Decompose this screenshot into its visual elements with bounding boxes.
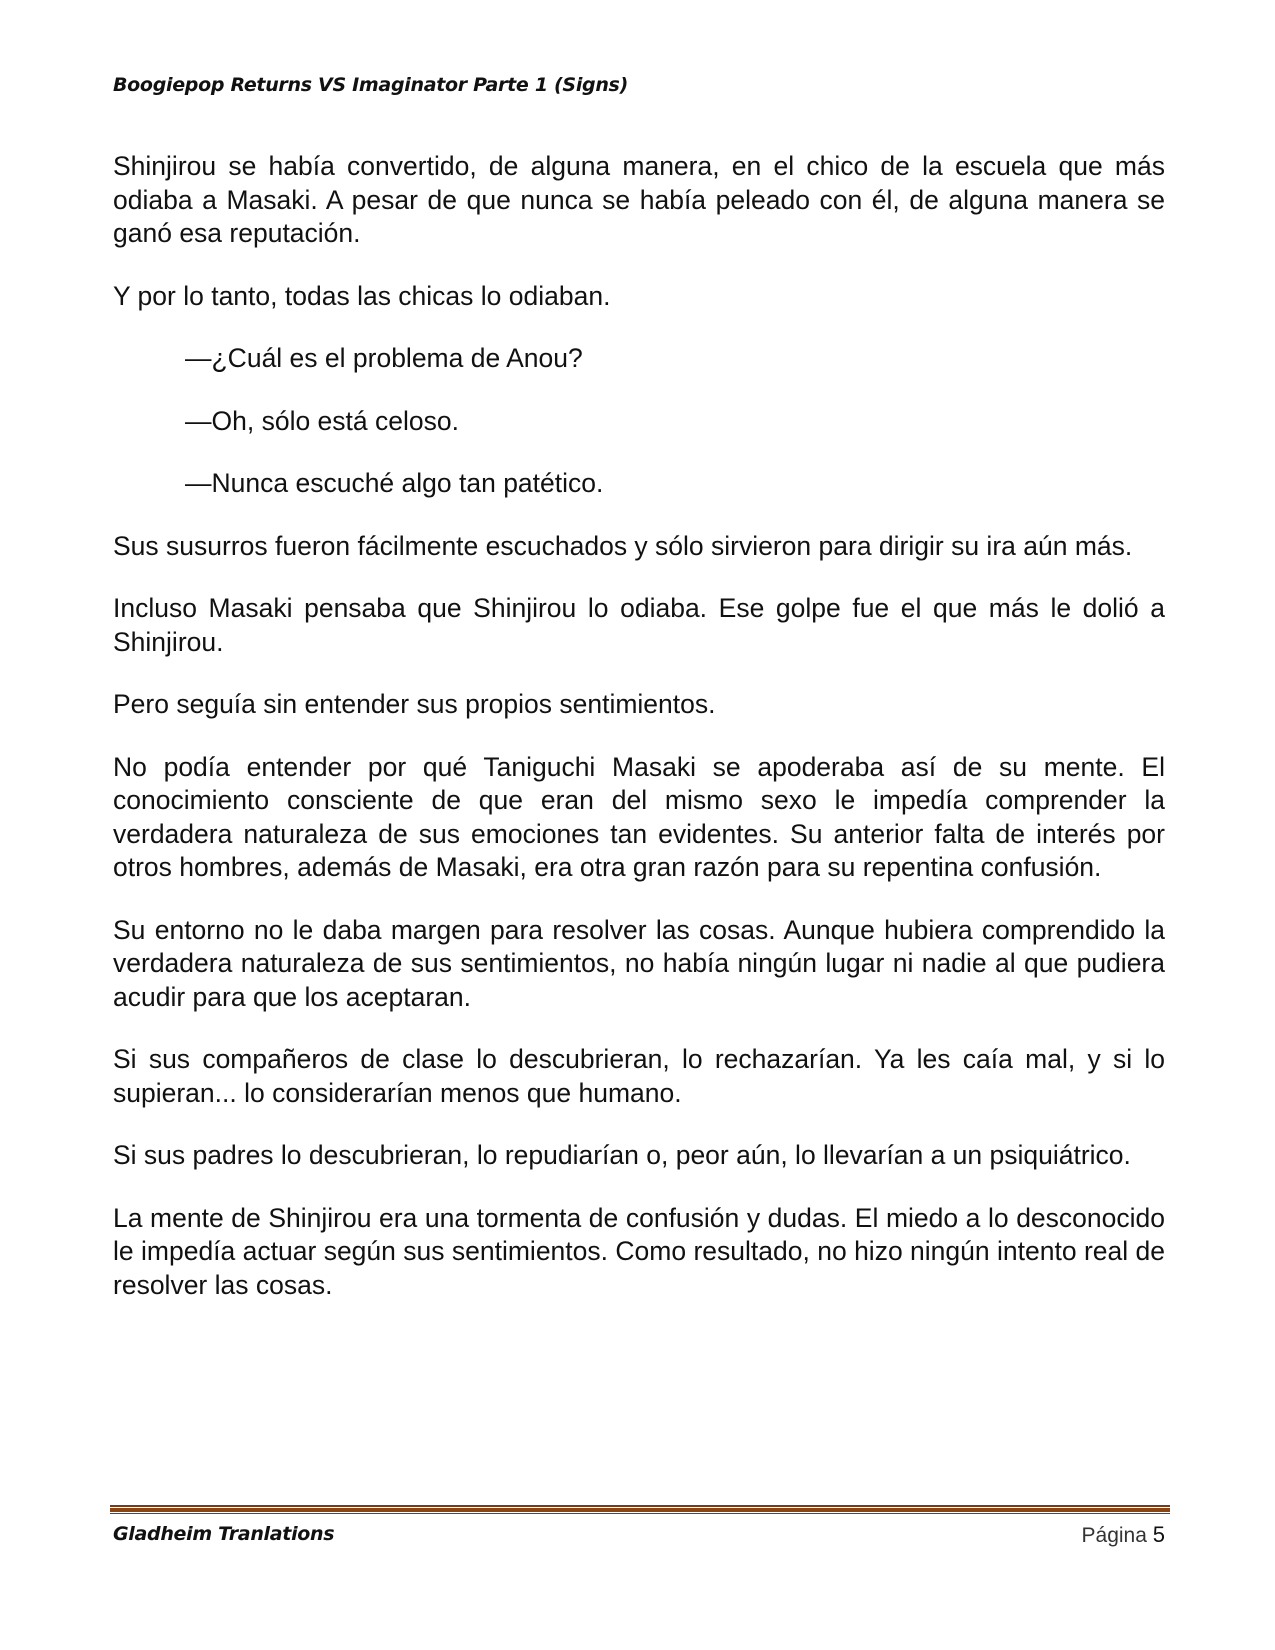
paragraph: La mente de Shinjirou era una tormenta de confusión y dudas. El miedo a lo desconocido le impedía actuar según sus sentimientos. Como resultado, no hizo ningún intento real de resolver las cosas.	[113, 1202, 1165, 1300]
dialogue-line: —Nunca escuché algo tan patético.	[185, 468, 604, 498]
paragraph: Pero seguía sin entender sus propios sentimientos.	[113, 689, 716, 719]
running-header: Boogiepop Returns VS Imaginator Parte 1 (Signs)	[113, 74, 628, 96]
paragraph: Su entorno no le daba margen para resolver las cosas. Aunque hubiera comprendido la verdadera naturaleza de sus sentimientos, no había ningún lugar ni nadie al que pudiera acudir para que los aceptaran.	[113, 914, 1165, 1012]
paragraph: Sus susurros fueron fácilmente escuchados y sólo sirvieron para dirigir su ira aún más.	[113, 530, 1133, 561]
paragraph: Si sus padres lo descubrieran, lo repudiarían o, peor aún, lo llevarían a un psiquiátrico.	[113, 1140, 1131, 1170]
footer-translator: Gladheim Tranlations	[113, 1523, 335, 1545]
paragraph: No podía entender por qué Taniguchi Masaki se apoderaba así de su mente. El conocimiento consciente de que eran del mismo sexo le impedía comprender la verdadera naturaleza de sus emociones tan evidentes. Su anterior falta de interés por otros hombres, además de Masaki, era otra gran razón para su repentina confusión.	[113, 751, 1165, 882]
paragraph: Y por lo tanto, todas las chicas lo odiaban.	[113, 280, 611, 311]
body-text	[113, 150, 1165, 1331]
paragraph: Incluso Masaki pensaba que Shinjirou lo odiaba. Ese golpe fue el que más le dolió a Shinjirou.	[113, 593, 1165, 657]
page-label: Página	[1081, 1524, 1147, 1547]
footer-divider-top-line	[110, 1505, 1170, 1507]
paragraph: Shinjirou se había convertido, de alguna manera, en el chico de la escuela que más odiaba a Masaki. A pesar de que nunca se había peleado con él, de alguna manera se ganó esa reputación.	[113, 151, 1165, 248]
dialogue-line: —Oh, sólo está celoso.	[185, 405, 459, 436]
footer-divider-bottom-line	[110, 1513, 1170, 1514]
page-number	[1082, 1522, 1165, 1548]
page-number-value: 5	[1152, 1522, 1165, 1547]
footer-divider	[110, 1505, 1170, 1514]
paragraph: Si sus compañeros de clase lo descubrieran, lo rechazarían. Ya les caía mal, y si lo supieran... lo considerarían menos que humano.	[113, 1044, 1165, 1108]
footer-divider-thick-line	[110, 1508, 1170, 1512]
dialogue-line: —¿Cuál es el problema de Anou?	[185, 343, 583, 373]
